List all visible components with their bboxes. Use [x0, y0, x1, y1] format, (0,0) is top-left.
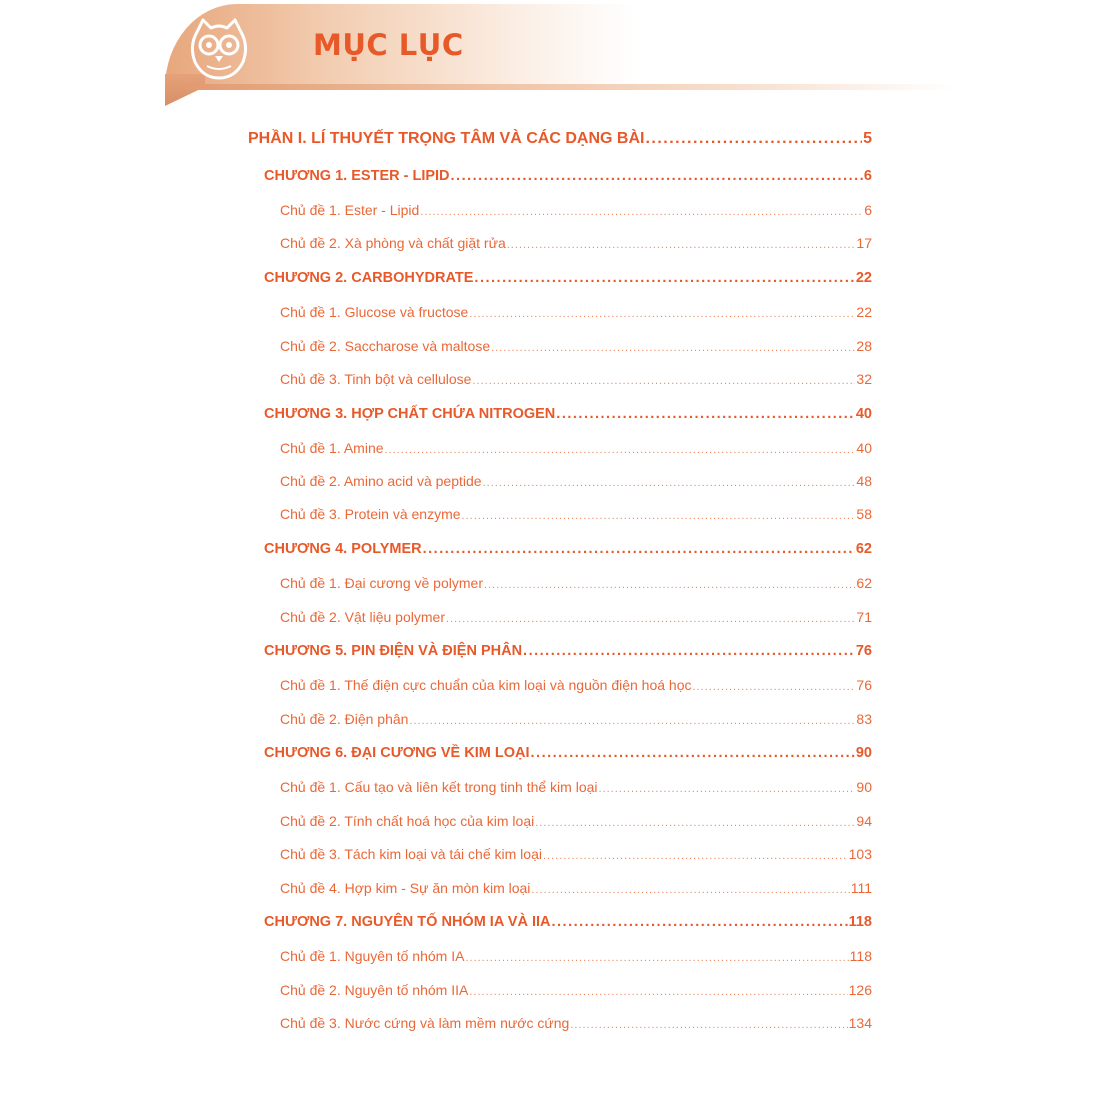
- toc-entry-label: CHƯƠNG 7. NGUYÊN TỐ NHÓM IA VÀ IIA: [264, 914, 551, 930]
- toc-topic-row: [280, 813, 872, 829]
- dot-leader: [472, 375, 855, 387]
- toc-topic-row: [280, 609, 872, 625]
- toc-entry-page: 103: [848, 846, 872, 862]
- dot-leader: [570, 1019, 847, 1031]
- dot-leader: [446, 613, 855, 625]
- toc-entry-label: Chủ đề 1. Cấu tạo và liên kết trong tinh thể kim loại: [280, 779, 598, 795]
- toc-entry-label: Chủ đề 2. Tính chất hoá học của kim loại: [280, 813, 535, 829]
- toc-entry-label: CHƯƠNG 2. CARBOHYDRATE: [264, 270, 474, 286]
- toc-chapter-row: [264, 745, 872, 761]
- dot-leader: [552, 914, 848, 930]
- toc-entry-label: Chủ đề 4. Hợp kim - Sự ăn mòn kim loại: [280, 880, 531, 896]
- toc-topic-row: [280, 846, 872, 862]
- toc-entry-label: Chủ đề 1. Nguyên tố nhóm IA: [280, 948, 465, 964]
- toc-entry-label: Chủ đề 2. Vật liệu polymer: [280, 609, 445, 625]
- dot-leader: [507, 239, 856, 251]
- dot-leader: [556, 406, 855, 422]
- dot-leader: [420, 206, 863, 218]
- dot-leader: [465, 952, 848, 964]
- toc-topic-row: [280, 202, 872, 218]
- toc-entry-page: 22: [856, 304, 872, 320]
- toc-entry-page: 28: [856, 338, 872, 354]
- toc-part-row: [248, 130, 872, 148]
- toc-chapter-row: [264, 914, 872, 930]
- toc-chapter-row: [264, 406, 872, 422]
- dot-leader: [535, 817, 855, 829]
- toc-entry-label: Chủ đề 2. Amino acid và peptide: [280, 473, 482, 489]
- dot-leader: [543, 850, 848, 862]
- toc-topic-row: [280, 473, 872, 489]
- toc-chapter-row: [264, 541, 872, 557]
- toc-entry-page: 5: [863, 130, 872, 147]
- toc-entry-label: Chủ đề 1. Thế điện cực chuẩn của kim loại và nguồn điện hoá học: [280, 677, 692, 693]
- toc-entry-label: CHƯƠNG 5. PIN ĐIỆN VÀ ĐIỆN PHÂN: [264, 643, 523, 659]
- dot-leader: [523, 643, 855, 659]
- toc-entry-label: Chủ đề 2. Điện phân: [280, 711, 409, 727]
- toc-entry-page: 62: [856, 575, 872, 591]
- dot-leader: [451, 168, 863, 184]
- toc-entry-label: CHƯƠNG 1. ESTER - LIPID: [264, 168, 450, 184]
- toc-entry-label: Chủ đề 3. Tinh bột và cellulose: [280, 371, 472, 387]
- toc-chapter-row: [264, 270, 872, 286]
- toc-entry-page: 83: [856, 711, 872, 727]
- toc-entry-page: 126: [848, 982, 872, 998]
- toc-entry-label: CHƯƠNG 3. HỢP CHẤT CHỨA NITROGEN: [264, 406, 556, 422]
- dot-leader: [491, 342, 855, 354]
- toc-entry-page: 48: [856, 473, 872, 489]
- toc-entry-page: 58: [856, 506, 872, 522]
- toc-entry-label: Chủ đề 2. Nguyên tố nhóm IIA: [280, 982, 469, 998]
- toc-topic-row: [280, 371, 872, 387]
- toc-topic-row: [280, 304, 872, 320]
- toc-chapter-row: [264, 168, 872, 184]
- toc-entry-page: 32: [856, 371, 872, 387]
- toc-entry-page: 90: [855, 745, 872, 761]
- toc-topic-row: [280, 948, 872, 964]
- dot-leader: [469, 308, 855, 320]
- toc-entry-label: Chủ đề 1. Ester - Lipid: [280, 202, 420, 218]
- toc-entry-page: 6: [863, 168, 872, 184]
- toc-topic-row: [280, 677, 872, 693]
- dot-leader: [423, 541, 855, 557]
- toc-entry-page: 71: [856, 609, 872, 625]
- toc-entry-page: 134: [848, 1015, 872, 1031]
- dot-leader: [409, 715, 855, 727]
- dot-leader: [693, 681, 856, 693]
- toc-topic-row: [280, 779, 872, 795]
- dot-leader: [483, 477, 856, 489]
- toc-entry-label: Chủ đề 3. Protein và enzyme: [280, 506, 461, 522]
- toc-entry-page: 111: [850, 880, 872, 896]
- dot-leader: [385, 444, 856, 456]
- toc-entry-page: 90: [856, 779, 872, 795]
- toc-topic-row: [280, 235, 872, 251]
- toc-entry-label: Chủ đề 3. Nước cứng và làm mềm nước cứng: [280, 1015, 570, 1031]
- toc-topic-row: [280, 440, 872, 456]
- toc-entry-page: 94: [856, 813, 872, 829]
- dot-leader: [469, 986, 847, 998]
- toc-entry-page: 118: [848, 914, 872, 930]
- toc-entry-page: 6: [864, 202, 872, 218]
- dot-leader: [599, 783, 856, 795]
- dot-leader: [531, 745, 855, 761]
- toc-entry-page: 40: [856, 440, 872, 456]
- toc-topic-row: [280, 506, 872, 522]
- toc-entry-label: Chủ đề 1. Glucose và fructose: [280, 304, 469, 320]
- toc-entry-label: Chủ đề 2. Saccharose và maltose: [280, 338, 491, 354]
- toc-topic-row: [280, 338, 872, 354]
- toc-entry-label: CHƯƠNG 4. POLYMER: [264, 541, 422, 557]
- dot-leader: [645, 130, 862, 148]
- toc-entry-label: Chủ đề 1. Amine: [280, 440, 384, 456]
- toc-entry-page: 76: [855, 643, 872, 659]
- page-title: MỤC LỤC: [313, 28, 464, 62]
- toc-entry-page: 118: [849, 948, 872, 964]
- toc-topic-row: [280, 575, 872, 591]
- toc-entry-page: 40: [855, 406, 872, 422]
- dot-leader: [462, 510, 856, 522]
- toc-entry-label: PHẦN I. LÍ THUYẾT TRỌNG TÂM VÀ CÁC DẠNG BÀI: [248, 130, 645, 147]
- toc-entry-page: 17: [856, 235, 872, 251]
- toc-entry-label: CHƯƠNG 6. ĐẠI CƯƠNG VỀ KIM LOẠI: [264, 745, 530, 761]
- toc-entry-label: Chủ đề 3. Tách kim loại và tái chế kim loại: [280, 846, 542, 862]
- dot-leader: [484, 579, 855, 591]
- toc-entry-page: 76: [856, 677, 872, 693]
- dot-leader: [474, 270, 854, 286]
- toc-entry-label: Chủ đề 1. Đại cương về polymer: [280, 575, 483, 591]
- toc-topic-row: [280, 1015, 872, 1031]
- toc-entry-page: 62: [855, 541, 872, 557]
- toc-topic-row: [280, 711, 872, 727]
- dot-leader: [531, 884, 849, 896]
- toc-entry-page: 22: [855, 270, 872, 286]
- toc-chapter-row: [264, 643, 872, 659]
- toc-topic-row: [280, 982, 872, 998]
- toc-topic-row: [280, 880, 872, 896]
- toc-entry-label: Chủ đề 2. Xà phòng và chất giặt rửa: [280, 235, 506, 251]
